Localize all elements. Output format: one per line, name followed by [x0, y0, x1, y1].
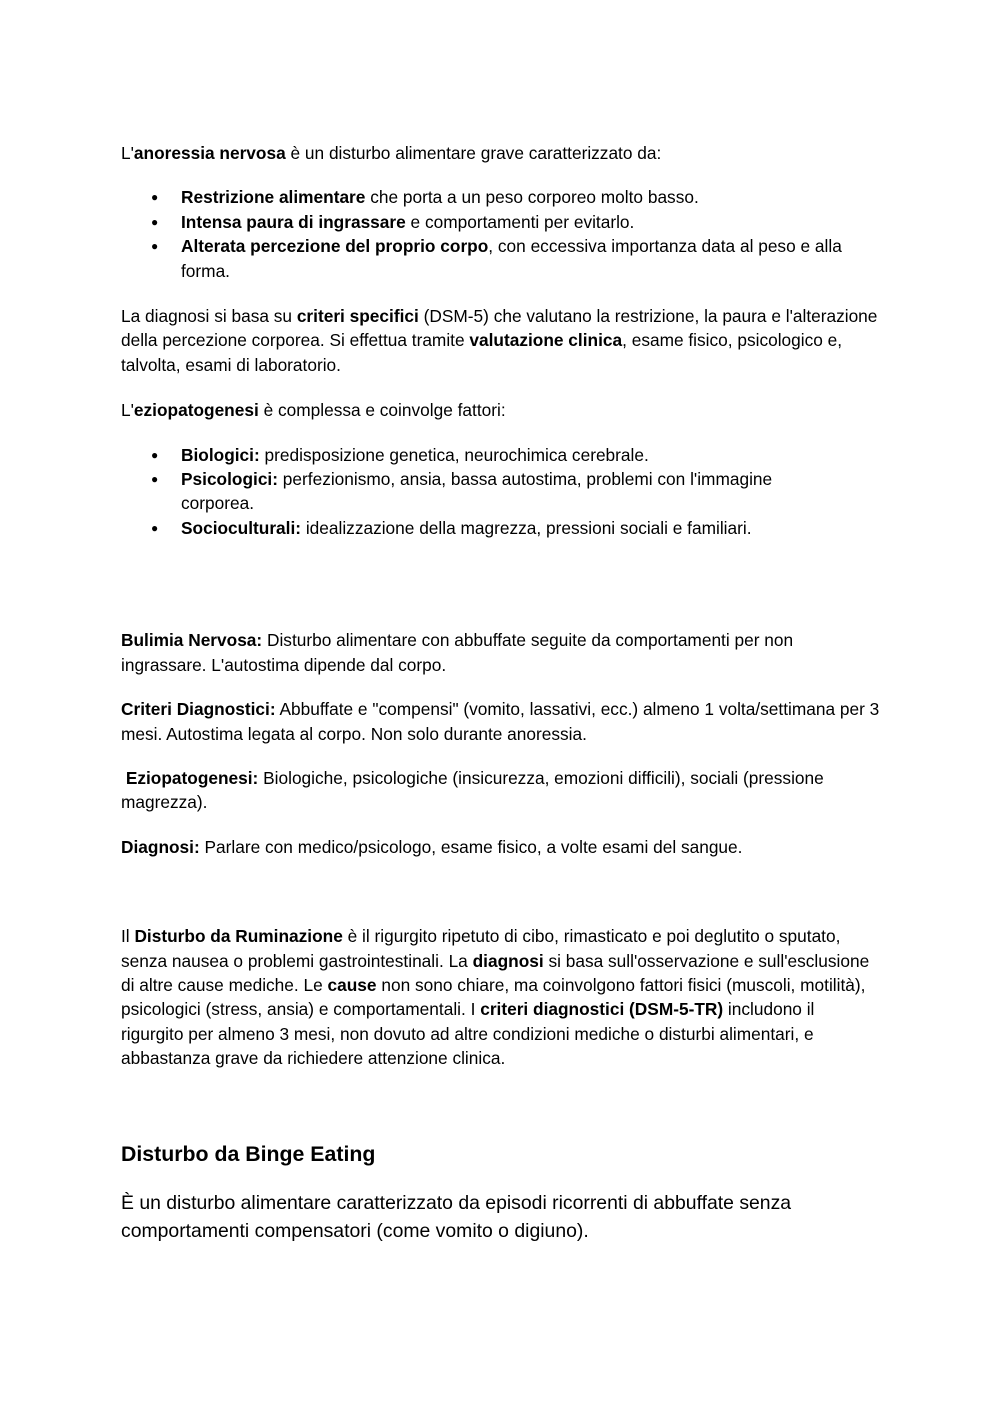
- bulimia-eziopatogenesi: Eziopatogenesi: Biologiche, psicologiche (insicurezza, emozioni difficili), sociali (pressione magrezza).: [121, 767, 824, 813]
- bullet-icon: ●: [151, 239, 159, 254]
- ruminazione-paragraph: Il Disturbo da Ruminazione è il rigurgito ripetuto di cibo, rimasticato e poi deglutito o sputato, senza nausea o problemi gastrointestinali. La diagnosi si basa sull'osservazione e sull'esclusione di altre cause mediche. Le cause non sono chiare, ma coinvolgono fattori fisici (muscoli, motilità), psicologici (stress, ansia) e comportamentali. I criteri diagnostici (DSM-5-TR) includono il rigurgito per almeno 3 mesi, non dovuto ad altre condizioni mediche o disturbi alimentari, e abbastanza grave da richiedere attenzione clinica.: [121, 926, 870, 1069]
- bulimia-criteria: Criteri Diagnostici: Abbuffate e "compensi" (vomito, lassativi, ecc.) almeno 1 volta/settimana per 3 mesi. Autostima legata al corpo. Non solo durante anoressia.: [121, 699, 880, 744]
- anoressia-eziopatogenesi: L'eziopatogenesi è complessa e coinvolge fattori:: [121, 400, 506, 421]
- binge-eating-heading: Disturbo da Binge Eating: [121, 1141, 376, 1166]
- list-item: ● Restrizione alimentare che porta a un peso corporeo molto basso.: [121, 185, 881, 209]
- eziopatogenesi-factors-list: [121, 443, 881, 541]
- anoressia-intro: L'anoressia nervosa è un disturbo alimentare grave caratterizzato da:: [121, 143, 662, 163]
- anoressia-diagnosi: La diagnosi si basa su criteri specifici (DSM-5) che valutano la restrizione, la paura e l'alterazione della percezione corporea. Si effettua tramite valutazione clinica, esame fisico, psicologico e, talvolta, esami di laboratorio.: [121, 306, 878, 375]
- list-item: ● Socioculturali: idealizzazione della magrezza, pressioni sociali e familiari.: [121, 516, 881, 540]
- bullet-icon: ●: [151, 472, 159, 487]
- bullet-icon: ●: [151, 190, 159, 205]
- bulimia-definition: Bulimia Nervosa: Disturbo alimentare con abbuffate seguite da comportamenti per non ingrassare. L'autostima dipende dal corpo.: [121, 630, 794, 675]
- binge-eating-text: È un disturbo alimentare caratterizzato da episodi ricorrenti di abbuffate senza comportamenti compensatori (come vomito o digiuno).: [121, 1191, 792, 1243]
- anoressia-criteria-list: [121, 185, 881, 283]
- document-body: [121, 141, 881, 1246]
- list-item: ● Biologici: predisposizione genetica, neurochimica cerebrale.: [121, 443, 881, 467]
- list-item: ● Psicologici: perfezionismo, ansia, bassa autostima, problemi con l'immagine corporea.: [151, 469, 773, 514]
- bullet-icon: ●: [151, 520, 159, 535]
- list-item: ● Intensa paura di ingrassare e comportamenti per evitarlo.: [121, 210, 881, 234]
- bullet-icon: ●: [151, 214, 159, 229]
- list-item: ● Alterata percezione del proprio corpo, con eccessiva importanza data al peso e alla forma.: [151, 236, 842, 281]
- bullet-icon: ●: [151, 447, 159, 462]
- bulimia-diagnosi: Diagnosi: Parlare con medico/psicologo, esame fisico, a volte esami del sangue.: [121, 836, 743, 857]
